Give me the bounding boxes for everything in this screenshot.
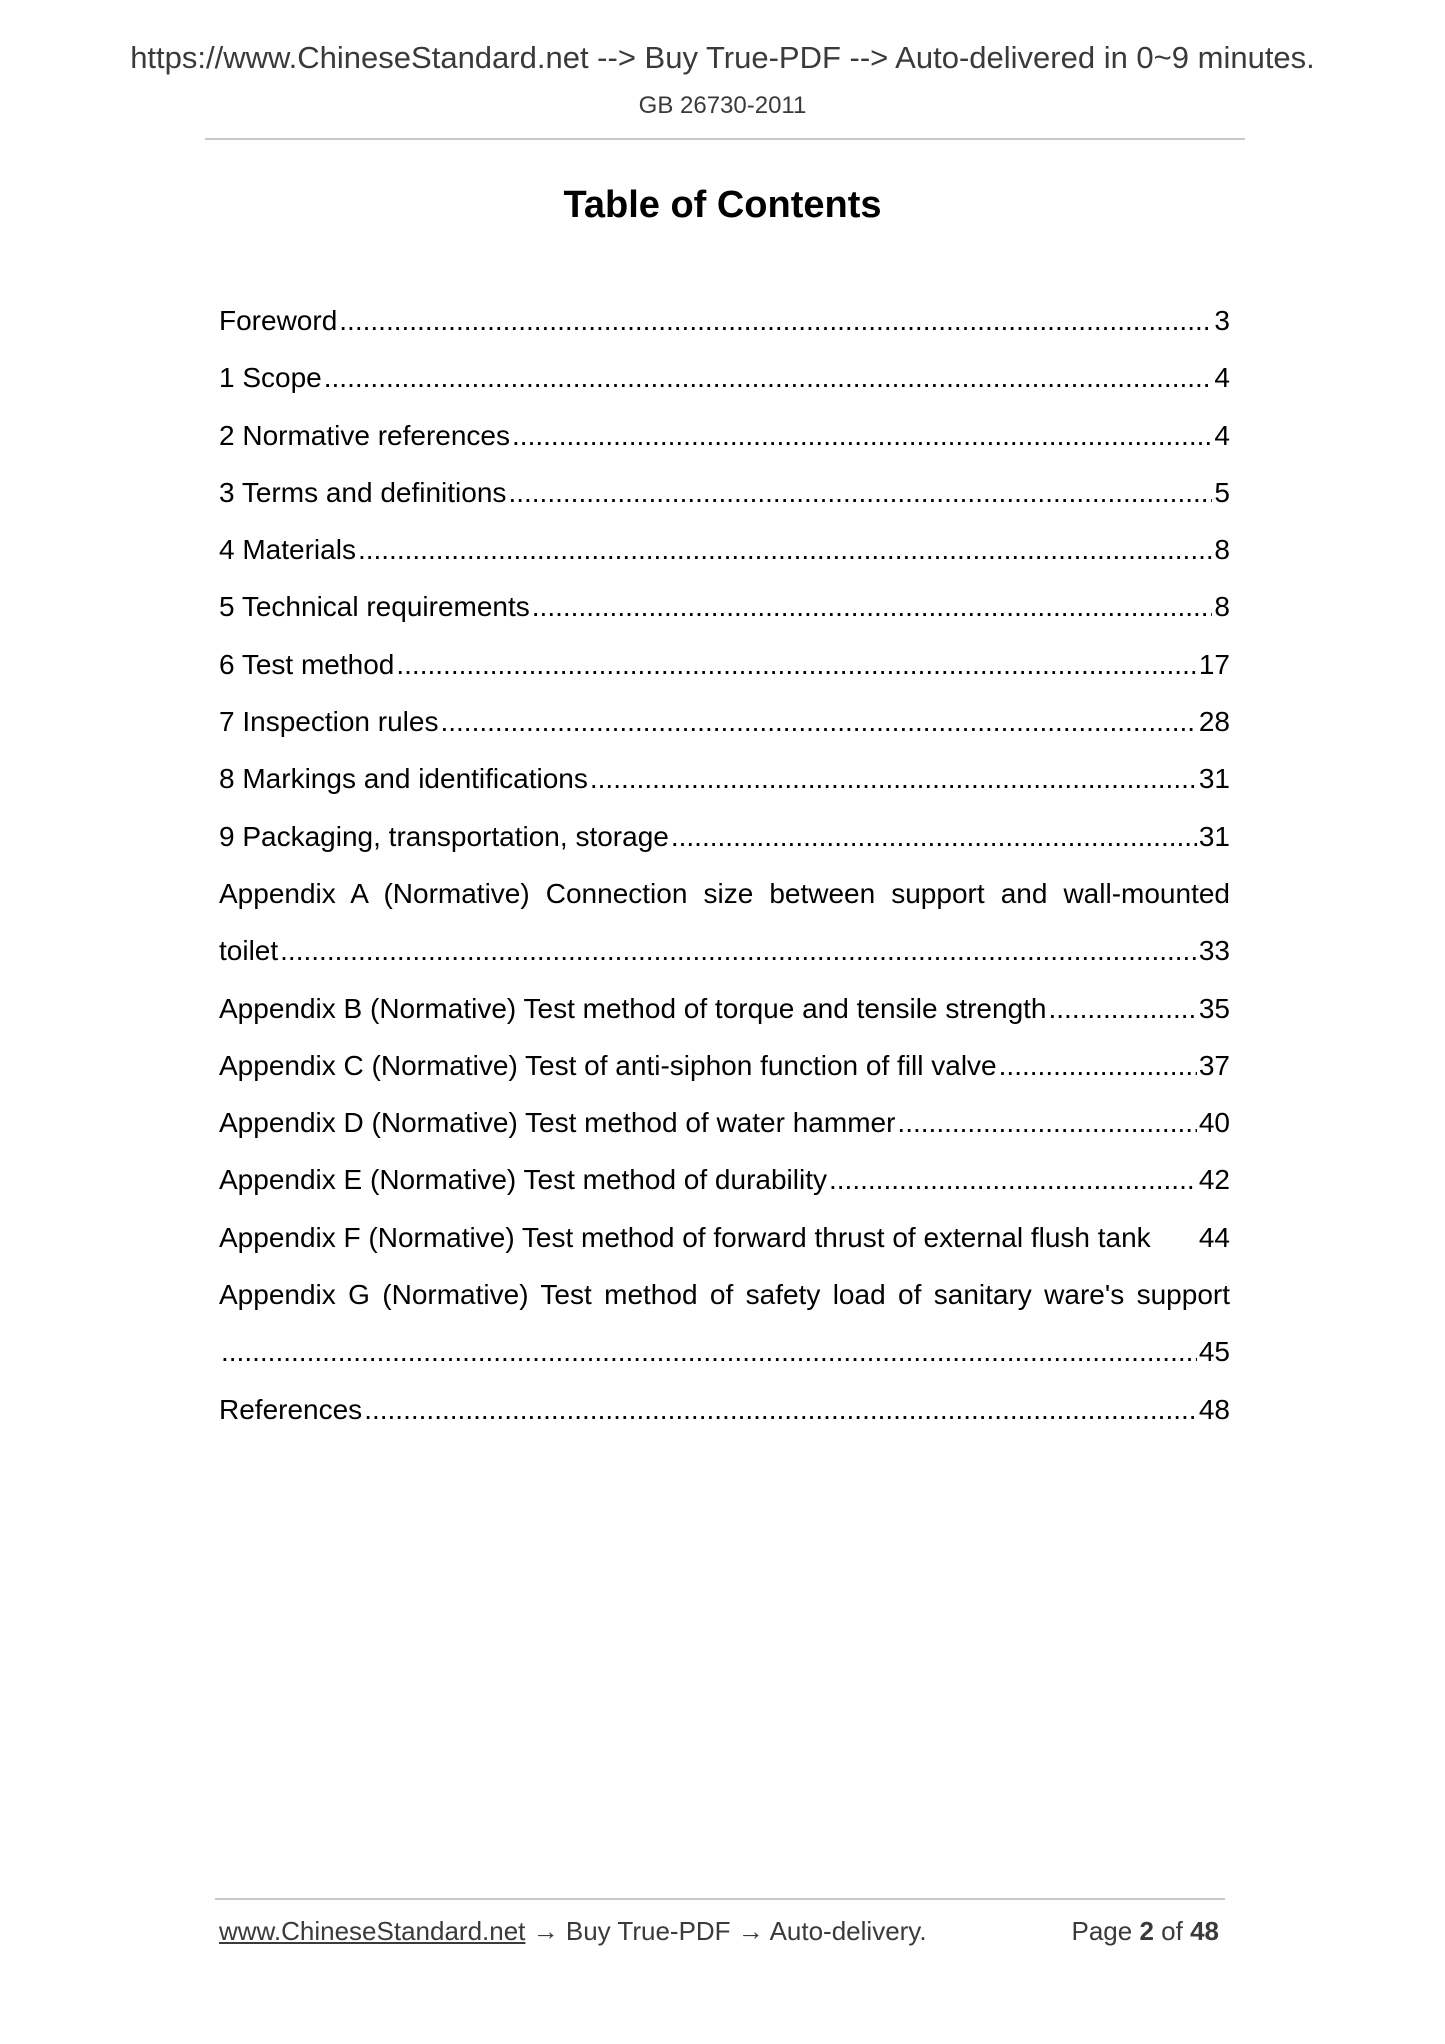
toc-entry-page: 17: [1198, 648, 1230, 680]
toc-entry-page: 5: [1214, 476, 1230, 508]
toc-dot-leader: [999, 1037, 1197, 1094]
toc-dot-leader: [532, 578, 1213, 635]
toc-entry-page: 42: [1198, 1164, 1230, 1196]
toc-entry-label: Foreword: [219, 305, 338, 336]
toc-entry-label: Appendix G (Normative) Test method of safety load of sanitary ware's support: [219, 1279, 1230, 1311]
header-divider: [205, 138, 1245, 140]
toc-dot-leader: [358, 521, 1212, 578]
toc-entry-page: 3: [1214, 305, 1230, 336]
toc-entry-materials[interactable]: [219, 521, 1230, 578]
toc-entry-label: 3 Terms and definitions: [219, 476, 507, 508]
page-total: 48: [1190, 1916, 1219, 1946]
page-of-word: of: [1161, 1916, 1183, 1946]
toc-entry-appendix-b[interactable]: [219, 980, 1230, 1037]
toc-entry-label: 4 Materials: [219, 534, 356, 566]
toc-entry-appendix-a-continued[interactable]: [219, 922, 1230, 979]
toc-entry-test-method[interactable]: [219, 636, 1230, 693]
toc-entry-scope[interactable]: [219, 349, 1230, 406]
toc-entry-appendix-e[interactable]: [219, 1151, 1230, 1208]
toc-entry-label: Appendix F (Normative) Test method of forward thrust of external flush tank: [219, 1221, 1151, 1253]
page-title: Table of Contents: [563, 184, 882, 226]
toc-entry-page: 4: [1214, 419, 1230, 451]
toc-entry-label: 9 Packaging, transportation, storage: [219, 820, 669, 852]
page-indicator: [1071, 1916, 1219, 1947]
toc-entry-label: Appendix E (Normative) Test method of durability: [219, 1164, 827, 1196]
toc-dot-leader: [897, 1094, 1196, 1151]
footer-divider: [215, 1898, 1225, 1900]
page-footer: [219, 1916, 1225, 1947]
toc-entry-label: 7 Inspection rules: [219, 706, 439, 738]
toc-entry-normative-references[interactable]: [219, 407, 1230, 464]
toc-dot-leader: [396, 636, 1196, 693]
toc-entry-page: 4: [1214, 362, 1230, 394]
toc-entry-foreword[interactable]: [219, 292, 1230, 349]
toc-entry-appendix-g-continued[interactable]: [219, 1323, 1230, 1380]
toc-entry-label: 2 Normative references: [219, 419, 511, 451]
toc-entry-label: Appendix B (Normative) Test method of torque and tensile strength: [219, 992, 1047, 1024]
toc-dot-leader: [339, 292, 1212, 349]
toc-entry-appendix-f[interactable]: [219, 1209, 1230, 1266]
toc-entry-inspection-rules[interactable]: [219, 693, 1230, 750]
toc-entry-label: 8 Markings and identifications: [219, 763, 588, 795]
table-of-contents: [219, 292, 1230, 1438]
toc-entry-page: 48: [1198, 1393, 1230, 1425]
toc-entry-markings[interactable]: [219, 750, 1230, 807]
toc-entry-appendix-c[interactable]: [219, 1037, 1230, 1094]
toc-entry-page: 40: [1198, 1107, 1230, 1139]
toc-dot-leader: [324, 349, 1213, 406]
toc-entry-label: 5 Technical requirements: [219, 591, 530, 623]
toc-entry-page: 44: [1198, 1221, 1230, 1253]
page-current: 2: [1139, 1916, 1154, 1946]
toc-dot-leader: [512, 407, 1212, 464]
toc-dot-leader: [671, 808, 1197, 865]
toc-entry-label: Appendix D (Normative) Test method of water hammer: [219, 1107, 896, 1139]
toc-entry-label: References: [219, 1393, 363, 1425]
footer-tagline: → Buy True-PDF → Auto-delivery.: [525, 1916, 927, 1946]
toc-dot-leader: [280, 922, 1197, 979]
toc-entry-page: 31: [1198, 820, 1230, 852]
toc-entry-page: 37: [1198, 1049, 1230, 1081]
toc-entry-label: Appendix C (Normative) Test of anti-siphon function of fill valve: [219, 1049, 997, 1081]
toc-dot-leader: [829, 1151, 1197, 1208]
toc-entry-page: 28: [1198, 706, 1230, 738]
toc-entry-page: 35: [1198, 992, 1230, 1024]
toc-entry-appendix-g[interactable]: [219, 1266, 1230, 1323]
toc-entry-page: 8: [1214, 591, 1230, 623]
toc-dot-leader: [221, 1323, 1197, 1380]
toc-entry-label: Appendix A (Normative) Connection size between support and wall-mounted: [219, 877, 1230, 909]
toc-entry-technical-requirements[interactable]: [219, 578, 1230, 635]
toc-dot-leader: [440, 693, 1196, 750]
standard-number: GB 26730-2011: [638, 92, 807, 119]
toc-dot-leader: [590, 750, 1197, 807]
toc-entry-references[interactable]: [219, 1381, 1230, 1438]
toc-dot-leader: [508, 464, 1212, 521]
toc-entry-page: 45: [1198, 1336, 1230, 1368]
top-banner: https://www.ChineseStandard.net --> Buy True-PDF --> Auto-delivered in 0~9 minutes.: [130, 40, 1315, 75]
toc-entry-appendix-d[interactable]: [219, 1094, 1230, 1151]
toc-entry-page: 33: [1198, 935, 1230, 967]
toc-entry-label-continued: toilet: [219, 935, 279, 967]
toc-entry-appendix-a[interactable]: [219, 865, 1230, 922]
toc-entry-page: 8: [1214, 534, 1230, 566]
footer-site-link[interactable]: www.ChineseStandard.net: [219, 1916, 526, 1946]
toc-entry-label: 6 Test method: [219, 648, 395, 680]
toc-entry-page: 31: [1198, 763, 1230, 795]
toc-dot-leader: [364, 1381, 1197, 1438]
toc-entry-label: 1 Scope: [219, 362, 322, 394]
toc-dot-leader: [1049, 980, 1197, 1037]
toc-entry-packaging[interactable]: [219, 808, 1230, 865]
page-word: Page: [1071, 1916, 1133, 1946]
toc-entry-terms-and-definitions[interactable]: [219, 464, 1230, 521]
